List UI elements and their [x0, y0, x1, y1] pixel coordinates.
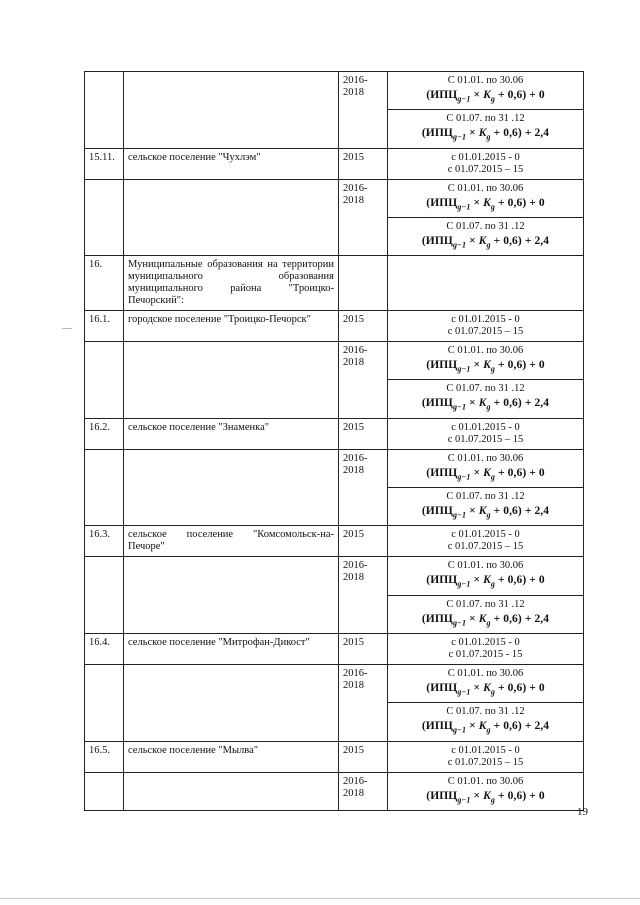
tariff-value-cell [388, 595, 584, 633]
period-years [339, 256, 388, 311]
k-subscript: g [490, 687, 496, 697]
tariff-line: с 01.01.2015 - 0 [451, 421, 520, 433]
times-sign: × [469, 397, 476, 410]
tariff-value-cell [388, 418, 584, 449]
municipality-name [124, 557, 339, 634]
formula-period: С 01.07. по 31 .12 [446, 220, 525, 232]
cpi-subscript: g−1 [457, 472, 471, 482]
formula-period: С 01.01. по 30.06 [447, 345, 524, 357]
plus-sign: + [529, 574, 536, 587]
k-symbol: K [483, 89, 491, 101]
plus-constant: + 0,6 [498, 681, 523, 694]
tariff-value-cell [388, 703, 584, 741]
municipality-name: городское поселение "Троицко-Печорск" [124, 311, 339, 342]
formula: $(ИПЦ_{g-1} \times K_g + 0,6) + 2,4$ [421, 505, 550, 520]
formula: $(ИПЦ_{g-1} \times K_g + 0,6) + 0$ [426, 89, 545, 104]
tariff-value-cell [388, 557, 584, 595]
times-sign: × [473, 574, 481, 587]
tariff-value-cell [388, 72, 584, 110]
times-sign: × [473, 466, 481, 479]
table-row [85, 449, 584, 487]
k-subscript: g [486, 617, 491, 627]
period-years: 2015 [339, 311, 388, 342]
tariff-line: с 01.07.2015 – 15 [447, 433, 524, 445]
cpi-symbol: ИПЦ [425, 127, 453, 140]
tariff-value-cell [388, 772, 584, 810]
cpi-symbol: ИПЦ [430, 359, 458, 372]
formula-addend: 0 [538, 789, 545, 802]
plus-constant: + 0,6 [493, 505, 518, 518]
formula-addend: 2,4 [534, 505, 550, 518]
tariff-value-cell [388, 342, 584, 380]
plus-constant: + 0,6 [498, 196, 523, 209]
times-sign: × [473, 89, 481, 101]
plus-sign: + [529, 196, 536, 209]
formula: $(ИПЦ_{g-1} \times K_g + 0,6) + 2,4$ [421, 127, 550, 142]
row-number: 16.1. [85, 311, 124, 342]
k-subscript: g [486, 240, 491, 250]
row-number [85, 557, 124, 634]
municipality-name [124, 342, 339, 419]
tariff-line: с 01.01.2015 - 0 [451, 314, 520, 326]
formula-addend: 0 [538, 574, 545, 587]
plus-constant: + 0,6 [498, 359, 523, 372]
times-sign: × [473, 789, 481, 802]
k-symbol: K [478, 720, 487, 733]
tariff-value-cell [388, 110, 584, 148]
cpi-symbol: ИПЦ [425, 234, 453, 247]
formula-addend: 2,4 [534, 127, 550, 140]
formula: $(ИПЦ_{g-1} \times K_g + 0,6) + 0$ [426, 466, 545, 482]
formula-period: С 01.07. по 31 .12 [446, 598, 525, 610]
table-row [85, 148, 584, 179]
municipality-name: сельское поселение "Знаменка" [124, 418, 339, 449]
formula-period: С 01.01. по 30.06 [447, 667, 524, 679]
times-sign: × [469, 720, 476, 733]
k-symbol: K [478, 612, 487, 625]
tariff-line: с 01.07.2015 – 15 [447, 326, 524, 338]
cpi-subscript: g−1 [457, 201, 471, 211]
row-number: 16. [85, 256, 124, 311]
k-symbol: K [483, 574, 491, 587]
row-number [85, 72, 124, 149]
table-row [85, 772, 584, 810]
tariff-line: с 01.01.2015 - 0 [451, 151, 520, 163]
plus-sign: + [524, 505, 532, 518]
tariff-line: с 01.07.2015 – 15 [447, 541, 524, 553]
formula: $(ИПЦ_{g-1} \times K_g + 0,6) + 2,4$ [421, 397, 550, 412]
tariff-value-cell [388, 217, 584, 255]
table-row [85, 256, 584, 311]
k-symbol: K [483, 196, 491, 209]
k-subscript: g [490, 94, 496, 104]
tariff-value-cell [388, 449, 584, 487]
period-years: 2016- 2018 [339, 342, 388, 419]
table-row [85, 557, 584, 595]
row-number [85, 772, 124, 810]
k-symbol: K [483, 681, 491, 694]
k-subscript: g [486, 510, 491, 520]
tariff-value-cell [388, 380, 584, 418]
cpi-symbol: ИПЦ [430, 466, 458, 479]
table-row [85, 179, 584, 217]
table-row [85, 72, 584, 110]
formula: $(ИПЦ_{g-1} \times K_g + 0,6) + 0$ [426, 196, 545, 211]
k-symbol: K [478, 127, 487, 140]
cpi-symbol: ИПЦ [425, 397, 453, 410]
municipality-name: сельское поселение "Мылва" [124, 741, 339, 772]
k-symbol: K [483, 466, 491, 479]
tariff-value-cell [388, 741, 584, 772]
formula: $(ИПЦ_{g-1} \times K_g + 0,6) + 0$ [426, 681, 545, 697]
row-number: 16.3. [85, 526, 124, 557]
formula-addend: 0 [538, 466, 545, 479]
period-years: 2015 [339, 526, 388, 557]
times-sign: × [469, 612, 476, 625]
cpi-subscript: g−1 [452, 617, 467, 627]
cpi-symbol: ИПЦ [430, 574, 458, 587]
tariff-value-cell [388, 148, 584, 179]
formula-addend: 2,4 [534, 720, 550, 733]
k-subscript: g [486, 132, 491, 142]
cpi-subscript: g−1 [452, 132, 467, 142]
cpi-subscript: g−1 [457, 94, 471, 104]
formula: $(ИПЦ_{g-1} \times K_g + 0,6) + 0$ [426, 359, 545, 374]
k-subscript: g [490, 472, 496, 482]
formula-period: С 01.01. по 30.06 [447, 182, 524, 194]
row-number [85, 664, 124, 741]
row-number: 16.2. [85, 418, 124, 449]
formula-addend: 0 [538, 196, 545, 209]
row-number: 16.4. [85, 633, 124, 664]
formula-addend: 0 [538, 359, 545, 372]
cpi-symbol: ИПЦ [425, 720, 453, 733]
municipality-name: сельское поселение "Комсомольск-на-Печоре" [124, 526, 339, 557]
municipality-name [124, 772, 339, 810]
table-row [85, 633, 584, 664]
formula-period: С 01.07. по 31 .12 [446, 491, 525, 503]
k-symbol: K [478, 505, 487, 518]
page-number: 19 [577, 806, 588, 818]
cpi-symbol: ИПЦ [425, 505, 453, 518]
k-symbol: K [483, 359, 491, 372]
plus-sign: + [529, 89, 536, 101]
k-subscript: g [486, 402, 491, 412]
k-subscript: g [490, 579, 496, 589]
tariff-value-cell [388, 488, 584, 526]
row-number [85, 449, 124, 526]
row-number [85, 342, 124, 419]
tariff-value-cell [388, 256, 584, 311]
municipality-name [124, 664, 339, 741]
k-symbol: K [478, 234, 487, 247]
plus-constant: + 0,6 [493, 234, 518, 247]
cpi-subscript: g−1 [457, 579, 471, 589]
k-subscript: g [486, 725, 491, 735]
period-years: 2016- 2018 [339, 772, 388, 810]
plus-sign: + [529, 681, 536, 694]
cpi-subscript: g−1 [452, 510, 467, 520]
formula: $(ИПЦ_{g-1} \times K_g + 0,6) + 2,4$ [421, 612, 550, 627]
formula-period: С 01.07. по 31 .12 [446, 113, 525, 125]
tariff-value-cell [388, 633, 584, 664]
formula-addend: 2,4 [534, 612, 550, 625]
period-years: 2016- 2018 [339, 179, 388, 256]
tariff-line: с 01.01.2015 - 0 [451, 744, 520, 756]
cpi-symbol: ИПЦ [425, 612, 453, 625]
period-years: 2016- 2018 [339, 557, 388, 634]
formula: $(ИПЦ_{g-1} \times K_g + 0,6) + 2,4$ [421, 720, 550, 735]
plus-constant: + 0,6 [498, 89, 523, 101]
formula: $(ИПЦ_{g-1} \times K_g + 0,6) + 2,4$ [421, 234, 550, 250]
cpi-subscript: g−1 [457, 794, 471, 804]
tariff-table [84, 71, 584, 811]
formula: $(ИПЦ_{g-1} \times K_g + 0,6) + 0$ [426, 789, 545, 804]
table-row [85, 664, 584, 702]
k-subscript: g [490, 794, 496, 804]
cpi-subscript: g−1 [452, 402, 467, 412]
period-years: 2016- 2018 [339, 72, 388, 149]
tariff-value-cell [388, 179, 584, 217]
table-row [85, 311, 584, 342]
tariff-line: с 01.07.2015 – 15 [447, 756, 524, 768]
table-row [85, 342, 584, 380]
formula-addend: 0 [538, 89, 545, 101]
row-number [85, 179, 124, 256]
plus-constant: + 0,6 [493, 127, 518, 140]
formula-period: С 01.07. по 31 .12 [446, 706, 525, 718]
municipality-name [124, 72, 339, 149]
tariff-line: с 01.01.2015 - 0 [451, 529, 520, 541]
period-years: 2015 [339, 418, 388, 449]
plus-sign: + [524, 612, 532, 625]
period-years: 2015 [339, 148, 388, 179]
plus-sign: + [529, 789, 536, 802]
formula-period: С 01.07. по 31 .12 [446, 383, 525, 395]
formula-addend: 0 [538, 681, 545, 694]
cpi-symbol: ИПЦ [430, 681, 458, 694]
plus-sign: + [529, 359, 536, 372]
times-sign: × [473, 196, 481, 209]
cpi-symbol: ИПЦ [430, 89, 458, 101]
plus-sign: + [524, 720, 532, 733]
cpi-subscript: g−1 [452, 240, 467, 250]
municipality-name [124, 449, 339, 526]
tariff-line: с 01.07.2015 – 15 [447, 163, 524, 175]
tariff-value-cell [388, 311, 584, 342]
table-row [85, 741, 584, 772]
cpi-subscript: g−1 [457, 687, 471, 697]
times-sign: × [469, 234, 476, 247]
tariff-value-cell [388, 526, 584, 557]
plus-constant: + 0,6 [493, 720, 518, 733]
bottom-rule [0, 898, 640, 899]
municipality-name: сельское поселение "Чухлэм" [124, 148, 339, 179]
municipality-name [124, 179, 339, 256]
plus-constant: + 0,6 [498, 789, 523, 802]
tariff-line: с 01.01.2015 - 0 [451, 636, 520, 648]
plus-sign: + [524, 234, 532, 247]
cpi-subscript: g−1 [457, 364, 471, 374]
plus-constant: + 0,6 [498, 574, 523, 587]
plus-sign: + [529, 466, 536, 479]
row-number: 16.5. [85, 741, 124, 772]
row-number: 15.11. [85, 148, 124, 179]
k-subscript: g [490, 201, 496, 211]
cpi-subscript: g−1 [452, 725, 467, 735]
tariff-value-cell [388, 664, 584, 702]
table-row [85, 526, 584, 557]
period-years: 2016- 2018 [339, 449, 388, 526]
formula-period: С 01.01. по 30.06 [447, 75, 524, 86]
period-years: 2015 [339, 741, 388, 772]
plus-sign: + [524, 397, 532, 410]
formula-addend: 2,4 [534, 397, 550, 410]
formula: $(ИПЦ_{g-1} \times K_g + 0,6) + 0$ [426, 574, 545, 589]
margin-mark [62, 328, 72, 329]
k-subscript: g [490, 364, 496, 374]
municipality-name: сельское поселение "Митрофан-Дикост" [124, 633, 339, 664]
period-years: 2016- 2018 [339, 664, 388, 741]
cpi-symbol: ИПЦ [430, 196, 458, 209]
period-years: 2015 [339, 633, 388, 664]
times-sign: × [473, 359, 481, 372]
plus-constant: + 0,6 [493, 397, 518, 410]
times-sign: × [473, 681, 481, 694]
times-sign: × [469, 127, 476, 140]
k-symbol: K [483, 789, 491, 802]
formula-period: С 01.01. по 30.06 [447, 775, 524, 787]
municipality-name: Муниципальные образования на территории муниципального образования муниципального района "Троицко-Печорский": [124, 256, 339, 311]
formula-period: С 01.01. по 30.06 [447, 560, 524, 572]
plus-sign: + [524, 127, 532, 140]
formula-addend: 2,4 [534, 234, 550, 247]
table-row [85, 418, 584, 449]
formula-period: С 01.01. по 30.06 [447, 452, 524, 464]
k-symbol: K [478, 397, 487, 410]
table-body [85, 72, 584, 811]
cpi-symbol: ИПЦ [430, 789, 458, 802]
plus-constant: + 0,6 [493, 612, 518, 625]
tariff-line: с 01.07.2015 - 15 [448, 648, 523, 660]
times-sign: × [469, 505, 476, 518]
plus-constant: + 0,6 [498, 466, 523, 479]
